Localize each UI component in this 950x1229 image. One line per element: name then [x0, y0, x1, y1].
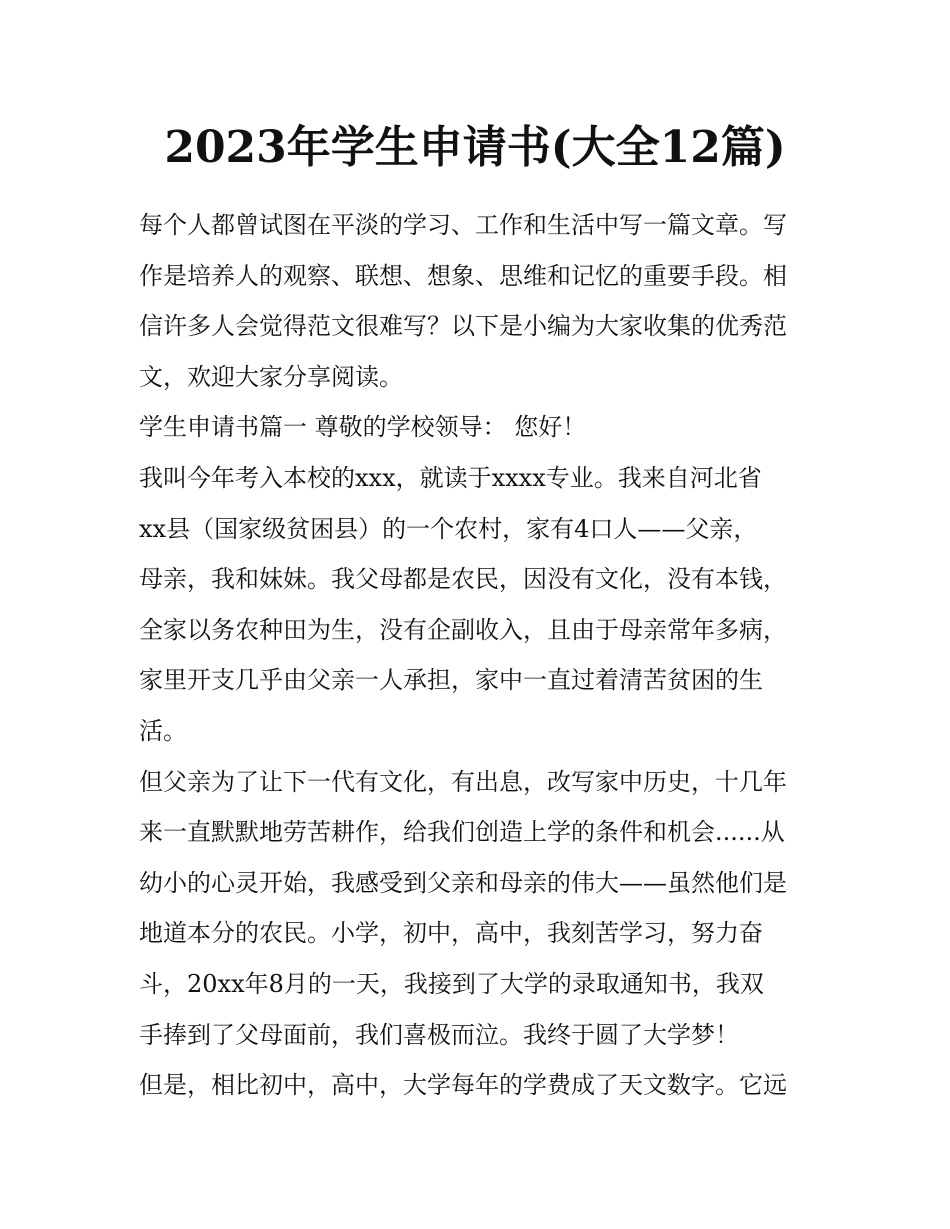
document-title: 2023年学生申请书(大全12篇)	[164, 122, 786, 173]
text-line: 但父亲为了让下一代有文化，有出息，改写家中历史，十几年	[139, 767, 787, 796]
text-line: 全家以务农种田为生，没有企副收入，且由于母亲常年多病，	[139, 615, 787, 644]
text-line: 信许多人会觉得范文很难写？以下是小编为大家收集的优秀范	[139, 312, 787, 341]
text-line: 母亲，我和妹妹。我父母都是农民，因没有文化，没有本钱，	[139, 565, 787, 594]
text-line: 幼小的心灵开始，我感受到父亲和母亲的伟大——虽然他们是	[139, 868, 787, 897]
text-line: xx县（国家级贫困县）的一个农村，家有4口人——父亲，	[139, 514, 758, 543]
text-line: 来一直默默地劳苦耕作，给我们创造上学的条件和机会......从	[139, 818, 785, 847]
text-line: 但是，相比初中，高中，大学每年的学费成了天文数字。它远	[139, 1071, 787, 1100]
text-line: 每个人都曾试图在平淡的学习、工作和生活中写一篇文章。写	[139, 211, 787, 239]
text-line: 地道本分的农民。小学，初中，高中，我刻苦学习，努力奋	[139, 919, 763, 948]
text-line: 作是培养人的观察、联想、想象、思维和记忆的重要手段。相	[139, 261, 787, 290]
text-line: 家里开支几乎由父亲一人承担，家中一直过着清苦贫困的生	[139, 666, 763, 695]
text-line: 我叫今年考入本校的xxx，就读于xxxx专业。我来自河北省	[139, 463, 762, 492]
text-line: 斗，20xx年8月的一天，我接到了大学的录取通知书，我双	[139, 969, 764, 998]
text-line: 文，欢迎大家分享阅读。	[139, 362, 403, 391]
text-line: 活。	[139, 716, 187, 745]
section-heading-line: 学生申请书篇一 尊敬的学校领导： 您好！	[139, 413, 587, 442]
text-line: 手捧到了父母面前，我们喜极而泣。我终于圆了大学梦！	[139, 1020, 739, 1049]
document-body	[139, 200, 819, 1111]
